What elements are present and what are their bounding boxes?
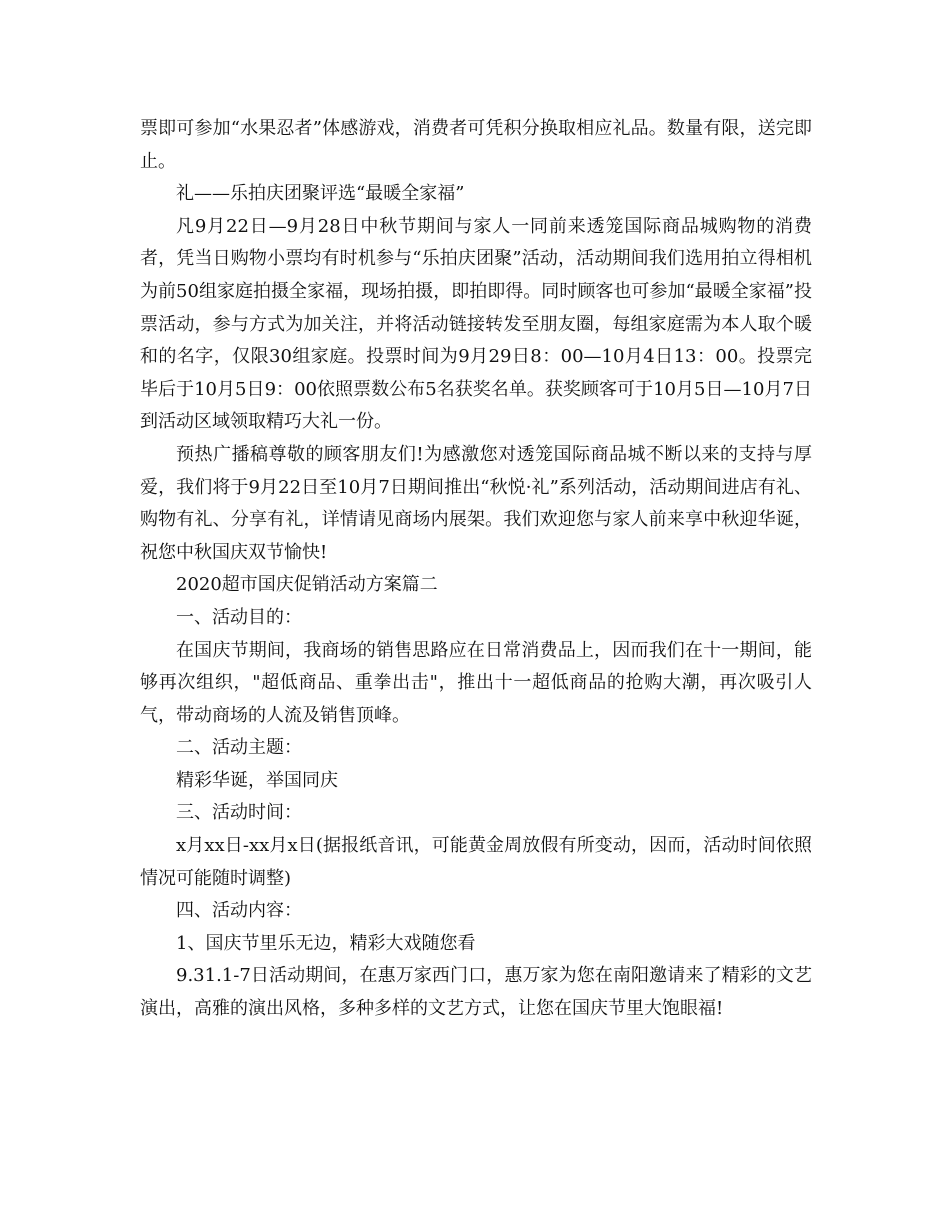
heading-activity-purpose: 一、活动目的：	[176, 606, 302, 628]
paragraph-2: 礼——乐拍庆团聚评选“最暖全家福”	[176, 183, 465, 205]
heading-activity-time: 三、活动时间：	[176, 802, 302, 824]
section-heading-2: 2020超市国庆促销活动方案篇二	[176, 574, 438, 596]
paragraph-4: 预热广播稿尊敬的顾客朋友们!为感激您对透笼国际商品城不断以来的支持与厚爱，我们将于9月22日至10月7日期间推出“秋悦·礼”系列活动，活动期间进店有礼、购物有礼、分享有礼，详情请见商场内展架。我们欢迎您与家人前来享中秋迎华诞，祝您中秋国庆双节愉快!	[140, 443, 812, 563]
paragraph-activity-time: x月xx日-xx月x日(据报纸音讯，可能黄金周放假有所变动，因而，活动时间依照情况可能随时调整)	[140, 835, 812, 889]
paragraph-item-1: 9.31.1-7日活动期间，在惠万家西门口，惠万家为您在南阳邀请来了精彩的文艺演出，高雅的演出风格，多种多样的文艺方式，让您在国庆节里大饱眼福!	[140, 965, 812, 1020]
paragraph-1: 票即可参加“水果忍者”体感游戏，消费者可凭积分换取相应礼品。数量有限，送完即止。	[140, 118, 812, 172]
heading-activity-content: 四、活动内容：	[176, 900, 302, 922]
document-body	[140, 113, 812, 1026]
paragraph-3: 凡9月22日—9月28日中秋节期间与家人一同前来透笼国际商品城购物的消费者，凭当日购物小票均有时机参与“乐拍庆团聚”活动，活动期间我们选用拍立得相机为前50组家庭拍摄全家福，现场拍摄，即拍即得。同时顾客也可参加“最暖全家福”投票活动，参与方式为加关注，并将活动链接转发至朋友圈，每组家庭需为本人取个暖和的名字，仅限30组家庭。投票时间为9月29日8：00—10月4日13：00。投票完毕后于10月5日9：00依照票数公布5名获奖名单。获奖顾客可于10月5日—10月7日到活动区域领取精巧大礼一份。	[140, 215, 812, 433]
heading-activity-theme: 二、活动主题：	[176, 737, 302, 759]
item-heading-1: 1、国庆节里乐无边，精彩大戏随您看	[176, 932, 476, 954]
paragraph-activity-purpose: 在国庆节期间，我商场的销售思路应在日常消费品上，因而我们在十一期间，能够再次组织，"超低商品、重拳出击"，推出十一超低商品的抢购大潮，再次吸引人气，带动商场的人流及销售顶峰。	[140, 639, 812, 726]
paragraph-activity-theme: 精彩华诞，举国同庆	[176, 769, 338, 791]
